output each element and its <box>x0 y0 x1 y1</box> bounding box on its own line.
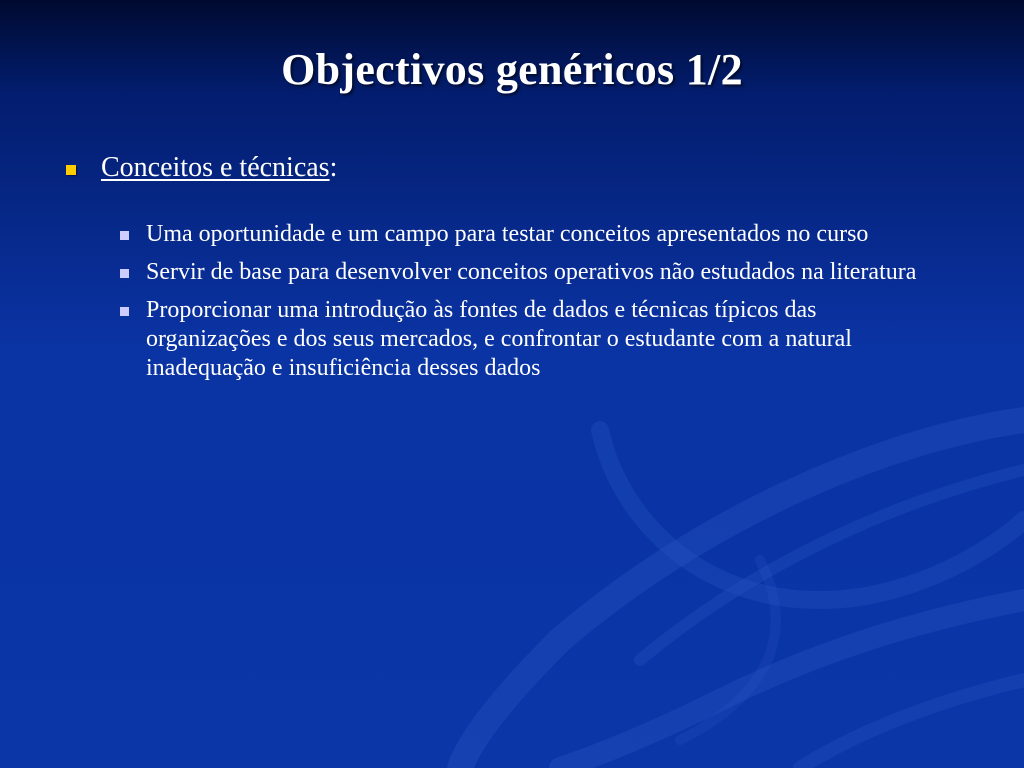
list-item <box>114 296 946 383</box>
sub-list <box>60 220 970 383</box>
square-bullet-icon <box>120 307 129 316</box>
heading-colon: : <box>329 152 338 183</box>
square-bullet-icon <box>120 231 129 240</box>
heading-item <box>60 150 970 186</box>
list-item <box>114 220 946 249</box>
list-item <box>114 258 946 287</box>
list-item-text: Uma oportunidade e um campo para testar conceitos apresentados no curso <box>146 221 869 247</box>
list-item-text: Proporcionar uma introdução às fontes de dados e técnicas típicos das organizações e dos seus mercados, e confrontar o estudante com a natural inadequação e insuficiência desses dados <box>146 297 852 381</box>
slide-title: Objectivos genéricos 1/2 <box>281 45 743 94</box>
slide-content <box>60 150 970 392</box>
heading-label: Conceitos e técnicas <box>101 152 330 183</box>
square-bullet-icon <box>120 269 129 278</box>
list-item-text: Servir de base para desenvolver conceitos operativos não estudados na literatura <box>146 259 917 285</box>
square-bullet-icon <box>66 165 76 175</box>
